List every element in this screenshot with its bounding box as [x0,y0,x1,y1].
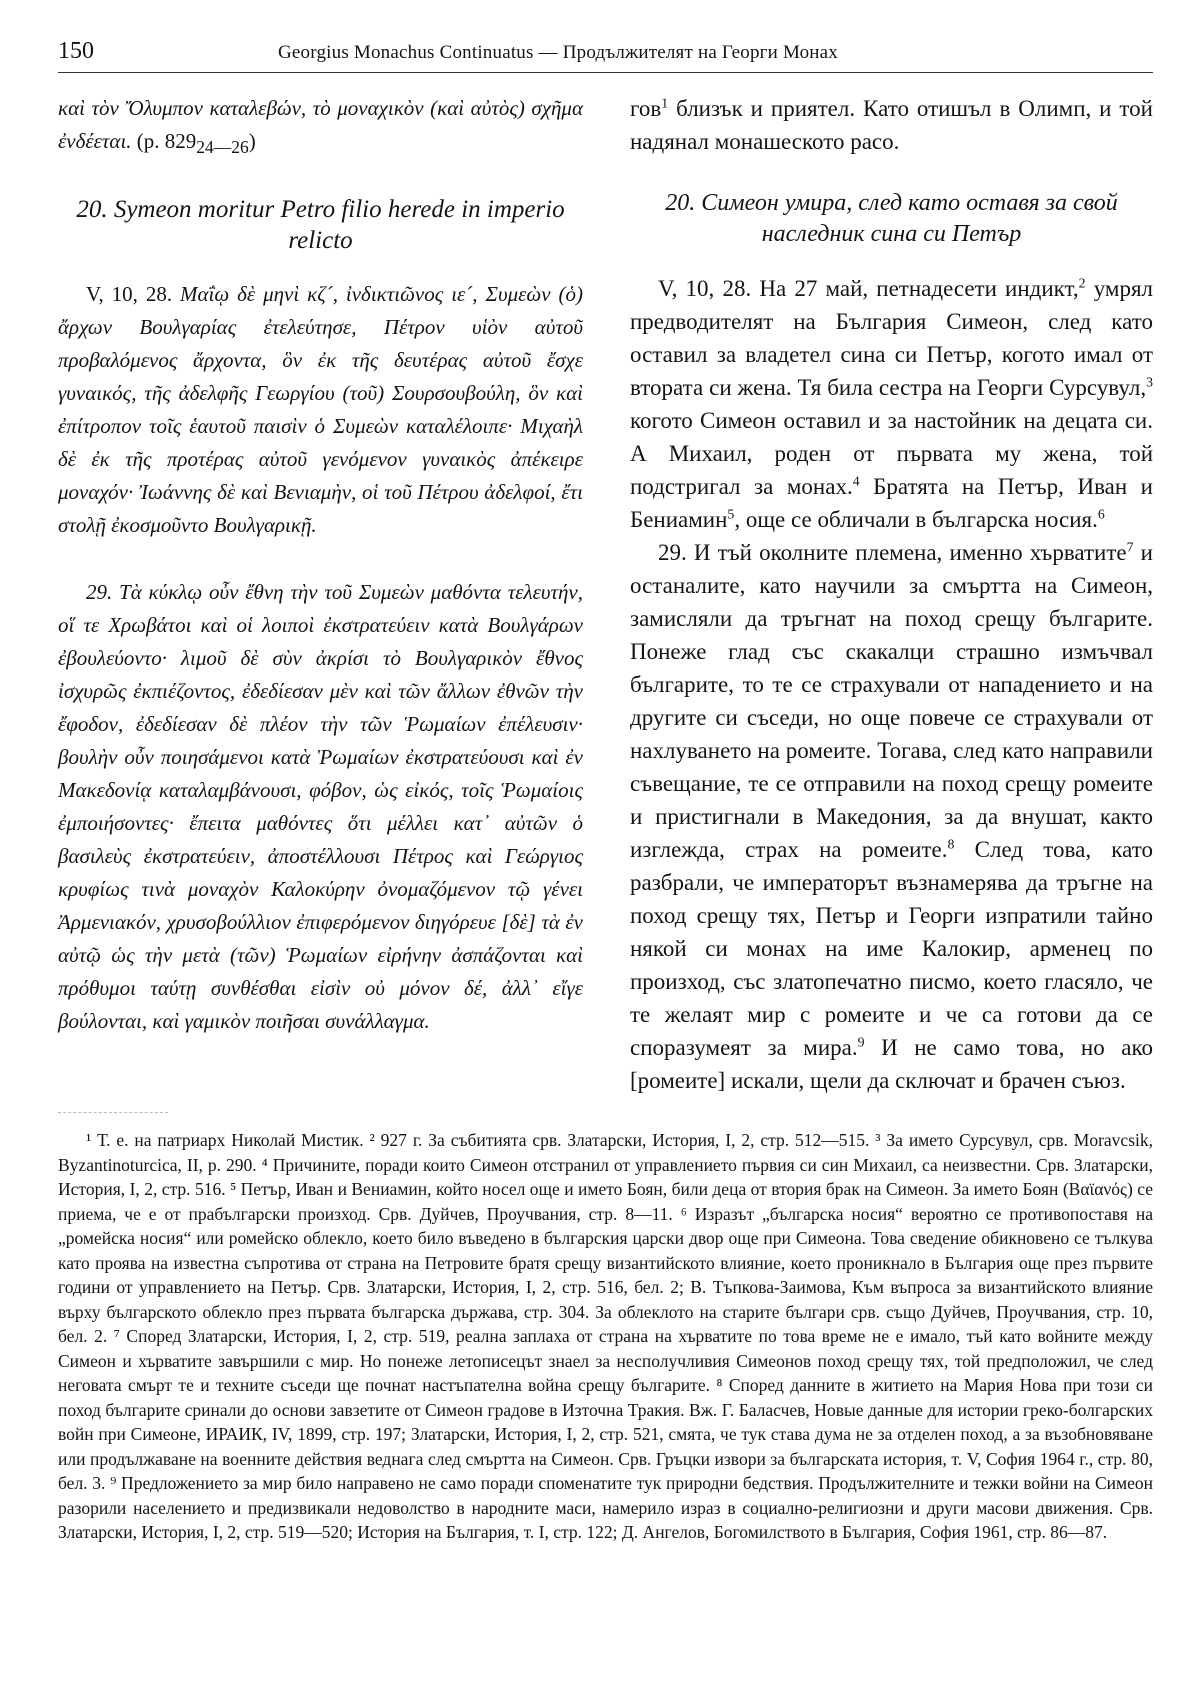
page-reference-close: ) [248,129,256,153]
bulgarian-paragraph-28 [630,272,1153,536]
page-reference [136,129,256,158]
page-reference-lines: 24—26 [196,137,249,158]
footnote-marker[interactable]: 1 [661,95,669,111]
text-run: 29. И тъй околните племена, именно хърватите [658,540,1127,565]
text-run: когото Симеон оставил и за настойник на децата си. А Михаил, роден от първата му жена, той подстригал за монах. [630,408,1153,499]
text-run: V, 10, 28. На 27 май, петнадесети индикт, [658,276,1079,301]
greek-paragraph-28 [58,278,583,542]
bulgarian-section-title: 20. Симеон умира, след като оставя за свой наследник сина си Петър [665,190,1118,247]
footnote-marker[interactable]: 3 [1146,374,1153,390]
footnote-marker[interactable]: 5 [727,506,735,522]
greek-opening-text: καὶ τὸν Ὄλυμπον καταλεβών, τὸ μοναχικὸν (καὶ αὐτὸς) σχῆμα ἐνδέεται. [58,96,583,153]
footnote-marker[interactable]: 9 [857,1034,865,1050]
bulgarian-opening-b: близък и приятел. Като отишъл в Олимп, и той надянал монашеското расо. [630,96,1153,154]
text-run: След това, като разбрали, че императорът възнамерява да тръгне на поход срещу тях, Петър и Георги изпратили тайно някой си монах на име Калокир, арменец по произход, със златопечатно писмо, което гласяло, че те желаят мир с ромеите и че са готови да се споразумеят за мира. [630,837,1153,1060]
footnote-marker[interactable]: 4 [852,473,860,489]
footnote-marker[interactable]: 6 [1097,506,1105,522]
greek-paragraph-28-ref: V, 10, 28. [86,282,173,307]
page-number: 150 [58,38,94,64]
text-run: и останалите, като научили за смъртта на Симеон, замисляли да тръгнат на поход срещу българите. Понеже глад със скакалци страшно измъчвал българите, то те се страхували от нападението и на другите си съседи, но още повече се страхували от нахлуването на ромеите. Тогава, след като направили съвещание, те се отправили на поход срещу ромеите и пристигнали в Македония, за да внушат, както изглежда, страх на ромеите. [630,540,1153,862]
bulgarian-opening [630,92,1153,158]
running-title: Georgius Monachus Continuatus — Продължителят на Георги Монах [278,42,839,63]
bulgarian-column [630,92,1153,1097]
latin-section-title: 20. Symeon moritur Petro filio herede in imperio relicto [76,196,565,255]
text-run: Братята на Петър, Иван и Бениамин [630,474,1153,532]
footnote-marker[interactable]: 8 [947,836,955,852]
text-run: И не само това, но ако [ромеите] искали, щели да сключат и брачен съюз. [630,1035,1153,1093]
text-run: , още се обличали в българска носия. [734,507,1098,532]
footnote-marker[interactable]: 7 [1126,539,1134,555]
bulgarian-opening-a: гов [630,96,662,121]
greek-column [58,92,583,1038]
greek-opening [58,92,583,164]
text-run: умрял предводителят на България Симеон, след като оставил за владетел сина си Петър, когото имал от втората си жена. Тя била сестра на Георги Сурсувул, [630,276,1154,400]
footnotes [58,1128,1153,1545]
bulgarian-paragraph-29 [630,536,1153,1097]
page-reference-text: (p. 829 [136,129,197,153]
footnote-marker[interactable]: 2 [1078,275,1086,291]
footnote-separator [58,1112,168,1113]
page-header [58,38,1153,73]
greek-paragraph-28-text: Μαΐῳ δὲ μηνὶ κζ´, ἰνδικτιῶνος ιε´, Συμεὼν (ὁ) ἄρχων Βουλγαρίας ἐτελεύτησε, Πέτρον υἱὸν αὐτοῦ προβαλόμενος ἄρχοντα, ὃν ἐκ τῆς δευτέρας αὐτοῦ ἔσχε γυναικός, τῆς ἀδελφῆς Γεωργίου (τοῦ) Σουρσουβούλη, ὃν καὶ ἐπίτροπον τοῖς ἑαυτοῦ παισὶν ὁ Συμεὼν καταλέλοιπε· Μιχαὴλ δὲ ἐκ τῆς προτέρας αὐτοῦ γενόμενον γυναικὸς ἀπέκειρε μοναχόν· Ἰωάννης δὲ καὶ Βενιαμὴν, οἱ τοῦ Πέτρου ἀδελφοί, ἔτι στολῇ ἐκοσμοῦντο Βουλγαρικῇ. [58,282,583,538]
footnotes-text: ¹ Т. е. на патриарх Николай Мистик. ² 927 г. За събитията срв. Златарски, История, I, 2, стр. 512—515. ³ За името Сурсувул, срв. Moravcsik, Byzantinoturcica, II, p. 290. ⁴ Причините, поради които Симеон отстранил от управлението първия си син Михаил, са неизвестни. Срв. Златарски, История, I, 2, стр. 516. ⁵ Петър, Иван и Вениамин, който носел още и името Боян, били деца от втория брак на Симеон. За името Боян (Βαϊανός) се приема, че е от прабългарски произход. Срв. Дуйчев, Проучвания, стр. 8—11. ⁶ Изразът „българска носия“ вероятно се противопоставя на „ромейска носия“ или ромейско облекло, което било въведено в българския царски двор още при Симеона. Това сведение обикновено се тълкува като проява на известна съпротива от страна на Петровите братя срещу византийското влияние, което проникнало в България още през първите години от управлението на Петър. Срв. Златарски, История, I, 2, стр. 516, бел. 2; В. Тъпкова-Заимова, Към въпроса за византийското влияние върху българското облекло през първата българска държава, стр. 304. За облеклото на старите българи срв. също Дуйчев, Проучвания, стр. 10, бел. 2. ⁷ Според Златарски, История, I, 2, стр. 519, реална заплаха от страна на хърватите по това време не е имало, тъй като войните между Симеон и хърватите завършили с мир. Но понеже летописецът знаел за несполучливия Симеонов поход срещу тях, той предположил, че след неговата смърт те и техните съседи ще почнат настъпателна война срещу българите. ⁸ Според данните в житието на Мария Нова при този си поход българите сринали до основи завзетите от Симеон градове в Източна Тракия. Вж. Г. Баласчев, Новые данные для истории греко-болгарских войн при Симеоне, ИРАИК, IV, 1899, стр. 197; Златарски, История, I, 2, стр. 521, смята, че тук става дума не за отделен поход, а за възобновяване или продължаване на военните действия веднага след смъртта на Симеон. Срв. Гръцки извори за българската история, т. V, София 1964 г., стр. 80, бел. 3. ⁹ Предложението за мир било направено не само поради споменатите тук природни бедствия. Продължителните и тежки войни на Симеон разорили населението и предизвикали недоволство в народните маси, намерило израз в социално-религиозни и други масови движения. Срв. Златарски, История, I, 2, стр. 519—520; История на България, т. I, стр. 122; Д. Ангелов, Богомилството в България, София 1961, стр. 86—87. [58,1130,1153,1542]
greek-paragraph-29: 29. Τὰ κύκλῳ οὖν ἔθνη τὴν τοῦ Συμεὼν μαθόντα τελευτήν, οἵ τε Χρωβάτοι καὶ οἱ λοιποὶ ἐκστρατεύειν κατὰ Βουλγάρων ἐβουλεύοντο· λιμοῦ δὲ σὺν ἀκρίσι τὸ Βουλγαρικὸν ἔθνος ἰσχυρῶς ἐκπιέζοντος, ἐδεδίεσαν μὲν καὶ τῶν ἄλλων ἐθνῶν τὴν ἔφοδον, ἐδεδίεσαν δὲ πλέον τὴν τῶν Ῥωμαίων ἐπέλευσιν· βουλὴν οὖν ποιησάμενοι κατὰ Ῥωμαίων ἐκστρατεύουσι καὶ ἐν Μακεδονίᾳ καταλαμβάνουσι, φόβον, ὡς εἰκός, τοῖς Ῥωμαίοις ἐμποιήσοντες· ἔπειτα μαθόντες ὅτι μέλλει κατ᾽ αὐτῶν ὁ βασιλεὺς ἐκστρατεύειν, ἀποστέλλουσι Πέτρος καὶ Γεώργιος κρυφίως τινὰ μοναχὸν Καλοκύρην ὀνομαζόμενον τῷ γένει Ἀρμενιακόν, χρυσοβούλλιον ἐπιφερόμενον διηγόρευε [δὲ] τὰ ἐν αὐτῷ ὡς τὴν μετὰ (τῶν) Ῥωμαίων εἰρήνην ἀσπάζονται καὶ πρόθυμοι ταύτῃ συνθέσθαι εἰσὶν οὐ μόνον δέ, ἀλλ᾽ εἴγε βούλονται, καὶ γαμικὸν ποιῆσαι συνάλλαγμα. [58,580,583,1034]
